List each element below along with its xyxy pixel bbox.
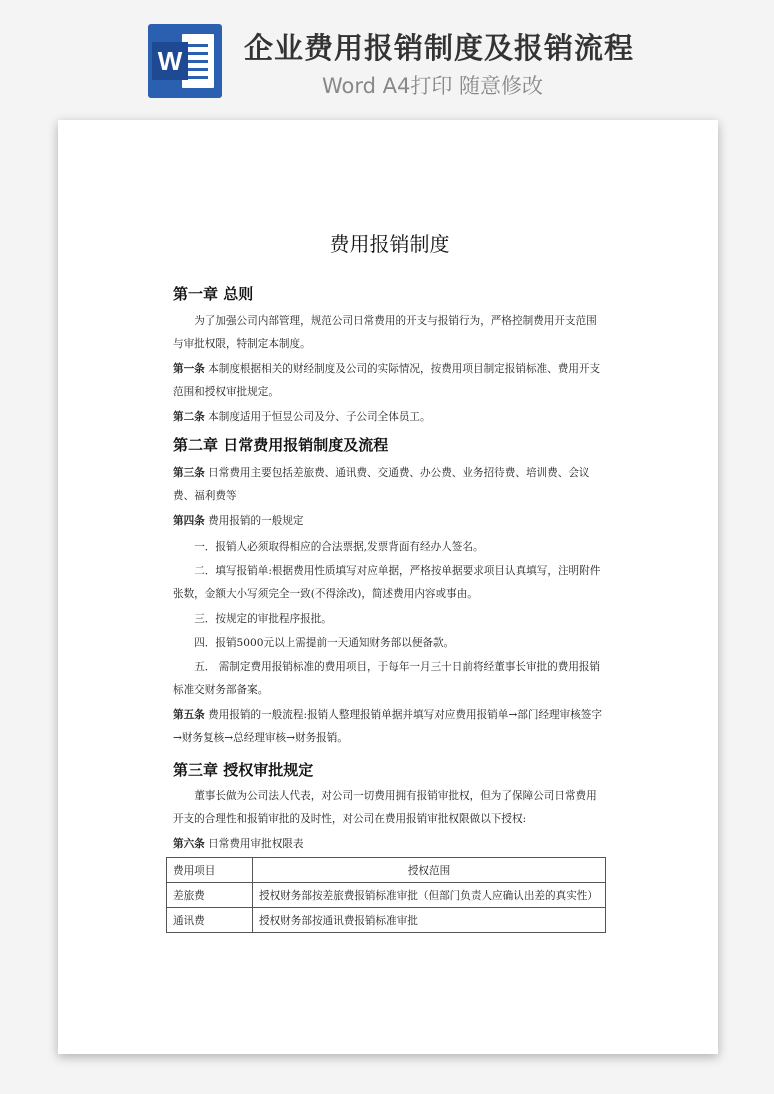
article-4-label: 第四条 bbox=[173, 515, 205, 527]
banner-subtitle: Word A4打印 随意修改 bbox=[322, 74, 544, 98]
article-6-text: 日常费用审批权限表 bbox=[204, 838, 304, 850]
word-logo-letter: W bbox=[152, 42, 188, 80]
article-1-label: 第一条 bbox=[173, 363, 205, 375]
article-1 bbox=[173, 358, 606, 404]
article-2-label: 第二条 bbox=[173, 411, 205, 423]
article-3-text: 日常费用主要包括差旅费、通讯费、交通费、办公费、业务招待费、培训费、会议费、福利费等 bbox=[173, 467, 590, 502]
article-4 bbox=[173, 510, 606, 533]
article-1-text: 本制度根据相关的财经制度及公司的实际情况，按费用项目制定报销标准、费用开支范围和授权审批规定。 bbox=[173, 363, 601, 398]
chapter-1-heading: 第一章 总则 bbox=[173, 285, 254, 303]
table-header-row bbox=[167, 858, 606, 883]
table-row bbox=[167, 908, 606, 933]
document-page bbox=[58, 120, 718, 1054]
chapter-3-intro: 董事长做为公司法人代表，对公司一切费用拥有报销审批权，但为了保障公司日常费用开支的合理性和报销审批的及时性，对公司在费用报销审批权限做以下授权: bbox=[173, 790, 597, 825]
table-cell: 授权财务部按通讯费报销标准审批 bbox=[253, 908, 606, 933]
article-3-label: 第三条 bbox=[173, 467, 205, 479]
rule-item-3: 三．按规定的审批程序报批。 bbox=[194, 613, 332, 625]
word-logo-icon bbox=[148, 24, 222, 98]
header-banner bbox=[0, 0, 774, 118]
authorization-table bbox=[166, 857, 606, 933]
table-header-cell: 授权范围 bbox=[253, 858, 606, 883]
table-cell: 通讯费 bbox=[167, 908, 253, 933]
article-2 bbox=[173, 406, 606, 429]
rule-item-1: 一．报销人必须取得相应的合法票据,发票背面有经办人签名。 bbox=[194, 541, 484, 553]
article-3 bbox=[173, 462, 606, 508]
article-6-label: 第六条 bbox=[173, 838, 205, 850]
article-2-text: 本制度适用于恒昱公司及分、子公司全体员工。 bbox=[208, 411, 431, 423]
article-5 bbox=[173, 704, 606, 750]
chapter-2-heading: 第二章 日常费用报销制度及流程 bbox=[173, 436, 389, 454]
table-cell: 授权财务部按差旅费报销标准审批（但部门负责人应确认出差的真实性） bbox=[253, 883, 606, 908]
article-5-text: 费用报销的一般流程:报销人整理报销单据并填写对应费用报销单→部门经理审核签字→财务复核→总经理审核→财务报销。 bbox=[173, 709, 602, 744]
article-6 bbox=[173, 833, 606, 856]
table-row bbox=[167, 883, 606, 908]
rule-item-2: 二．填写报销单:根据费用性质填写对应单据，严格按单据要求项目认真填写，注明附件张数，金额大小写须完全一致(不得涂改)，简述费用内容或事由。 bbox=[173, 565, 601, 600]
document-title: 费用报销制度 bbox=[329, 232, 450, 256]
article-4-text: 费用报销的一般规定 bbox=[208, 515, 304, 527]
table-header-cell: 费用项目 bbox=[167, 858, 253, 883]
chapter-3-heading: 第三章 授权审批规定 bbox=[173, 761, 314, 779]
chapter-1-intro: 为了加强公司内部管理，规范公司日常费用的开支与报销行为，严格控制费用开支范围与审批权限，特制定本制度。 bbox=[173, 315, 597, 350]
table-cell: 差旅费 bbox=[167, 883, 253, 908]
rule-item-5: 五． 需制定费用报销标准的费用项目，于每年一月三十日前将经董事长审批的费用报销标准交财务部备案。 bbox=[173, 661, 601, 696]
article-5-label: 第五条 bbox=[173, 709, 205, 721]
rule-item-4: 四．报销5000元以上需提前一天通知财务部以便备款。 bbox=[194, 637, 455, 649]
banner-title: 企业费用报销制度及报销流程 bbox=[244, 31, 635, 65]
